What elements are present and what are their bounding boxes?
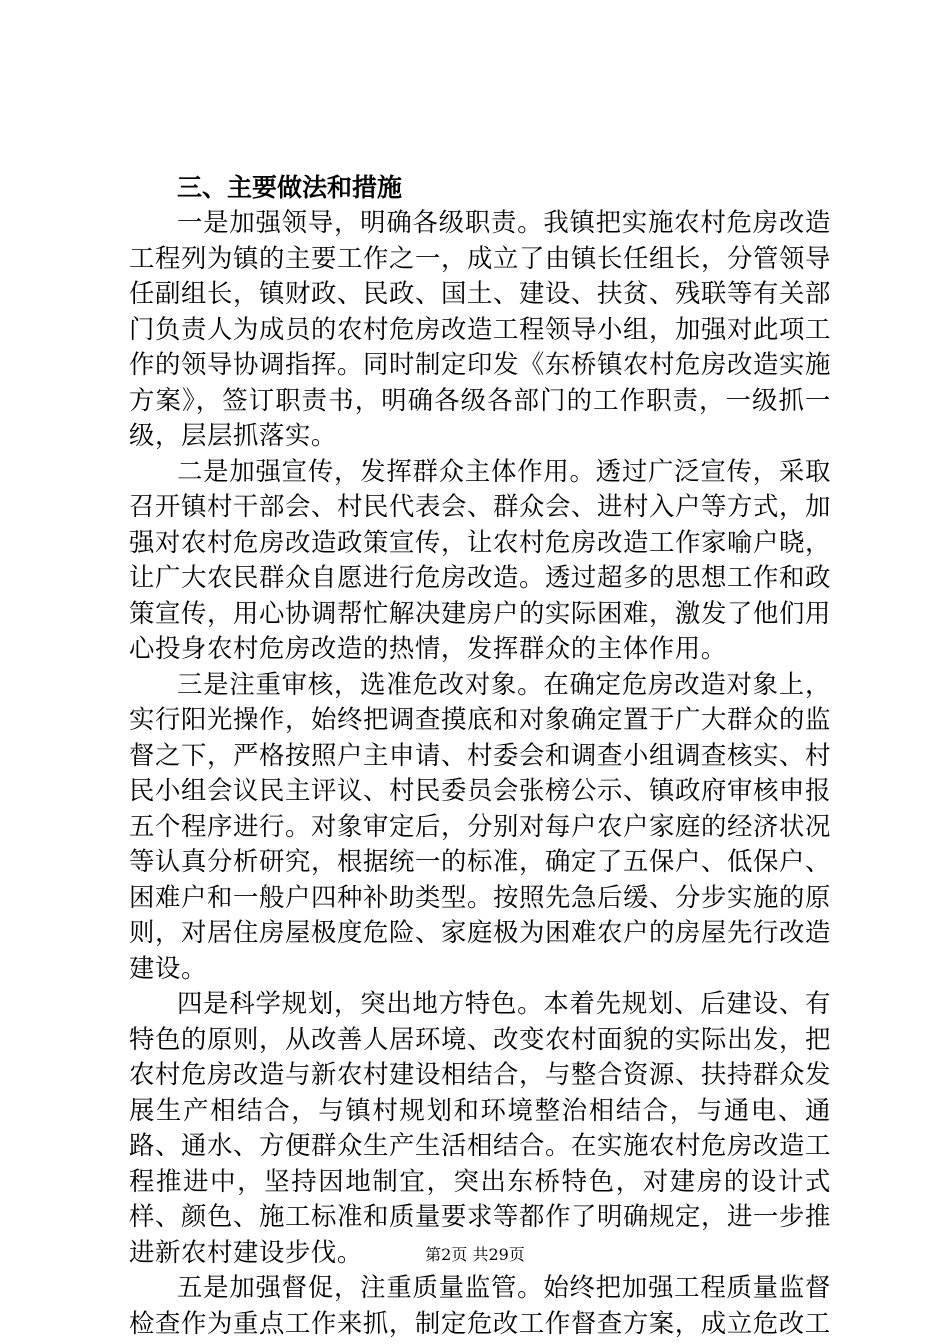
document-body — [129, 170, 831, 1341]
section-heading: 三、主要做法和措施 — [177, 173, 403, 202]
page-number-footer: 第2页 共29页 — [425, 1245, 525, 1264]
paragraph-supervision: 五是加强督促，注重质量监管。始终把加强工程质量监督检查作为重点工作来抓，制定危改工作督查方案，成立危改工 — [129, 1272, 831, 1338]
paragraph-planning: 四是科学规划，突出地方特色。本着先规划、后建设、有特色的原则，从改善人居环境、改变农村面貌的实际出发，把农村危房改造与新农村建设相结合，与整合资源、扶持群众发展生产相结合，与镇村规划和环境整治相结合，与通电、通路、通水、方便群众生产生活相结合。在实施农村危房改造工程推进中，坚持因地制宜，突出东桥特色，对建房的设计式样、颜色、施工标准和质量要求等都作了明确规定，进一步推进新农村建设步伐。 — [129, 988, 831, 1267]
paragraph-leadership: 一是加强领导，明确各级职责。我镇把实施农村危房改造工程列为镇的主要工作之一，成立了由镇长任组长，分管领导任副组长，镇财政、民政、国土、建设、扶贫、残联等有关部门负责人为成员的农村危房改造工程领导小组，加强对此项工作的领导协调指挥。同时制定印发《东桥镇农村危房改造实施方案》，签订职责书，明确各级各部门的工作职责，一级抓一级，层层抓落实。 — [129, 207, 831, 450]
paragraph-review: 三是注重审核，选准危改对象。在确定危房改造对象上，实行阳光操作，始终把调查摸底和对象确定置于广大群众的监督之下，严格按照户主申请、村委会和调查小组调查核实、村民小组会议民主评议、村民委员会张榜公示、镇政府审核申报五个程序进行。对象审定后，分别对每户农户家庭的经济状况等认真分析研究，根据统一的标准，确定了五保户、低保户、困难户和一般户四种补助类型。按照先急后缓、分步实施的原则，对居住房屋极度危险、家庭极为困难农户的房屋先行改造建设。 — [129, 668, 831, 983]
paragraph-publicity: 二是加强宣传，发挥群众主体作用。透过广泛宣传，采取召开镇村干部会、村民代表会、群众会、进村入户等方式，加强对农村危房改造政策宣传，让农村危房改造工作家喻户晓，让广大农民群众自愿进行危房改造。透过超多的思想工作和政策宣传，用心协调帮忙解决建房户的实际困难，激发了他们用心投身农村危房改造的热情，发挥群众的主体作用。 — [129, 455, 831, 663]
